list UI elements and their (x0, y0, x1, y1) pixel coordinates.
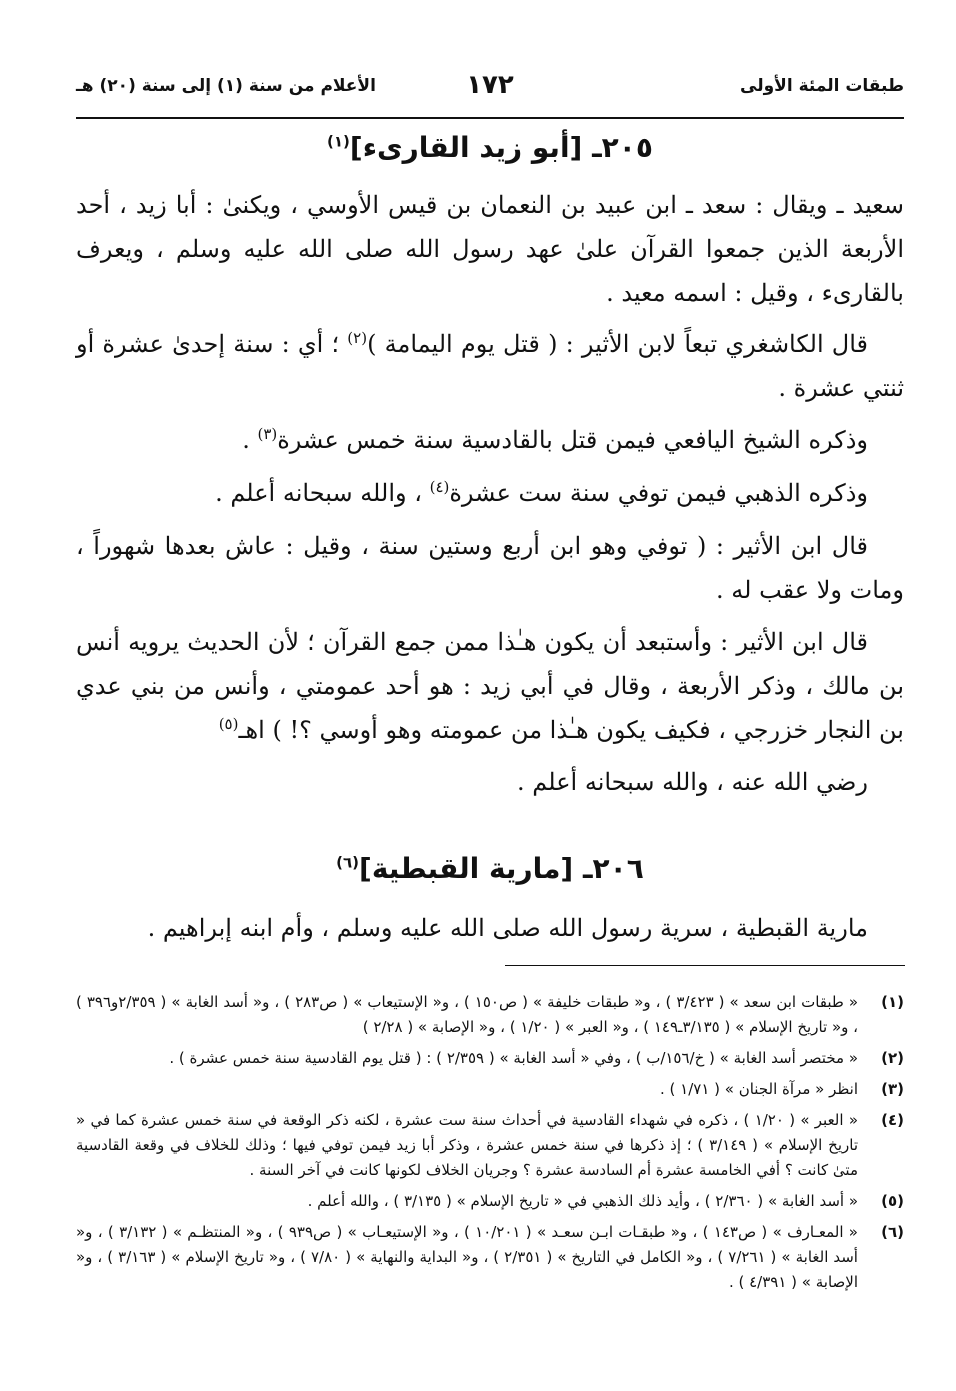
paragraph (76, 620, 904, 752)
footnote-ref: (١) (327, 132, 350, 151)
paragraph (76, 183, 904, 315)
footnote (76, 1189, 904, 1214)
paragraph-text: وذكره الذهبي فيمن توفي سنة ست عشرة (449, 479, 868, 507)
paragraph (76, 906, 904, 950)
paragraph-text: . (242, 426, 258, 454)
paragraph (76, 760, 904, 804)
paragraph-text: قال الكاشغري تبعاً لابن الأثير : ( قتل يوم اليمامة ) (367, 330, 869, 358)
footnote-number: (٤) (881, 1111, 904, 1129)
paragraph-text: قال ابن الأثير : وأستبعد أن يكون هـٰذا ممن جمع القرآن ؛ لأن الحديث يرويه أنس بن مالك ، وذكر الأربعة ، وقال في أبي زيد : هو أحد عمومتي ، وأنس من بني عدي بن النجار خزرجي ، فكيف يكون هـٰذا من عمومته وهو أوسي ؟! ) اهـ (76, 628, 904, 744)
footnote-number: (٢) (881, 1049, 904, 1067)
entry-heading (76, 131, 904, 164)
paragraph (76, 524, 904, 612)
footnote-text: « المعـارف » ( ص١٤٣ ) ، و« طبقـات ابـن سعـد » ( ١٠/٢٠١ ) ، و« الإستيعـاب » ( ص٩٣٩ ) ، و« المنتظـم » ( ٣/١٣٢ ) ، و« أسد الغابة » ( ٧/٢٦١ ) ، و« الكامل في التاريخ » ( ٢/٣٥١ ) ، و« البداية والنهاية » ( ٧/٨٠ ) ، و« تاريخ الإسلام » ( ٣/١٦٣ ) ، و« الإصابة » ( ٤/٣٩١ ) . (76, 1223, 858, 1291)
footnote-number: (١) (881, 993, 904, 1011)
page-number: ١٧٢ (466, 70, 514, 100)
footnote-number: (٦) (881, 1223, 904, 1241)
running-header (76, 70, 904, 104)
footnote (76, 1108, 904, 1183)
paragraph-text: مارية القبطية ، سرية رسول الله صلى الله عليه وسلم ، وأم ابنه إبراهيم . (147, 914, 868, 942)
footnote (76, 1046, 904, 1071)
footnote-text: « مختصر أسد الغابة » ( خ/١٥٦/ب ) ، وفي « أسد الغابة » ( ٢/٣٥٩ ) : ( قتل يوم القادسية سنة خمس عشرة ) . (169, 1049, 858, 1067)
footnote-text: انظر « مرآة الجنان » ( ١/٧١ ) . (660, 1080, 858, 1098)
footnote-ref: (٣) (257, 425, 278, 443)
footnote (76, 1220, 904, 1295)
footnote-rule (505, 965, 905, 966)
footnote-ref: (٥) (218, 715, 239, 733)
paragraph-text: سعيد ـ ويقال : سعد ـ ابن عبيد بن النعمان بن قيس الأوسي ، ويكنىٰ : أبا زيد ، أحد الأربعة الذين جمعوا القرآن علىٰ عهد رسول الله صلى الله عليه وسلم ، ويعرف بالقارىء ، وقيل : اسمه معيد . (76, 191, 904, 307)
header-rule (76, 117, 904, 119)
paragraph-text: قال ابن الأثير : ( توفي وهو ابن أربع وستين سنة ، وقيل : عاش بعدها شهوراً ، ومات ولا عقب له . (76, 532, 904, 604)
paragraph-text: ، والله سبحانه أعلم . (215, 479, 430, 507)
paragraph (76, 418, 904, 462)
section-title: الأعلام من سنة (١) إلى سنة (٢٠) هـ (76, 76, 376, 96)
footnote-text: « العبر » ( ١/٢٠ ) ، ذكره في شهداء القادسية في أحداث سنة ست عشرة ، لكنه ذكر الوقعة في سنة خمس عشرة كما في « تاريخ الإسلام » ( ٣/١٤٩ ) ؛ إذ ذكرها في سنة خمس عشرة ، وذكر أبا زيد فيمن توفي فيها ؛ وذلك للخلاف في وقعة القادسية متىٰ كانت ؟ أفي الخامسة عشرة أم السادسة عشرة ؟ وجريان الخلاف لكونها كانت في آخر السنة . (76, 1111, 858, 1179)
paragraph-text: ؛ أي : سنة إحدىٰ عشرة أو ثنتي عشرة . (76, 330, 904, 402)
footnotes (76, 990, 904, 1301)
paragraph (76, 471, 904, 515)
paragraph (76, 322, 904, 410)
paragraph-text: رضي الله عنه ، والله سبحانه أعلم . (517, 768, 868, 796)
entry-heading-text: ٢٠٦ـ [مارية القبطية] (359, 852, 644, 885)
footnote (76, 990, 904, 1040)
entry-heading-text: ٢٠٥ـ [أبو زيد القارىء] (349, 131, 653, 164)
paragraph-text: وذكره الشيخ اليافعي فيمن قتل بالقادسية سنة خمس عشرة (277, 426, 868, 454)
entry-heading (76, 852, 904, 885)
book-title: طبقات المئة الأولى (740, 76, 904, 96)
footnote-ref: (٤) (429, 478, 450, 496)
footnote-number: (٣) (881, 1080, 904, 1098)
footnote-ref: (٦) (336, 853, 360, 872)
footnote-number: (٥) (881, 1192, 904, 1210)
footnote-text: « أسد الغابة » ( ٢/٣٦٠ ) ، وأيد ذلك الذهبي في « تاريخ الإسلام » ( ٣/١٣٥ ) ، والله أعلم . (307, 1192, 858, 1210)
footnote-ref: (٢) (347, 329, 368, 347)
footnote-text: « طبقات ابن سعد » ( ٣/٤٢٣ ) ، و« طبقات خليفة » ( ص١٥٠ ) ، و« الإستيعاب » ( ص٢٨٣ ) ، و« أسد الغابة » ( ٢/٣٥٩و٣٩٦ ) ، و« تاريخ الإسلام » ( ٣/١٣٥ـ١٤٩ ) ، و« العبر » ( ١/٢٠ ) ، و« الإصابة » ( ٢/٢٨ ) (76, 993, 858, 1036)
footnote (76, 1077, 904, 1102)
